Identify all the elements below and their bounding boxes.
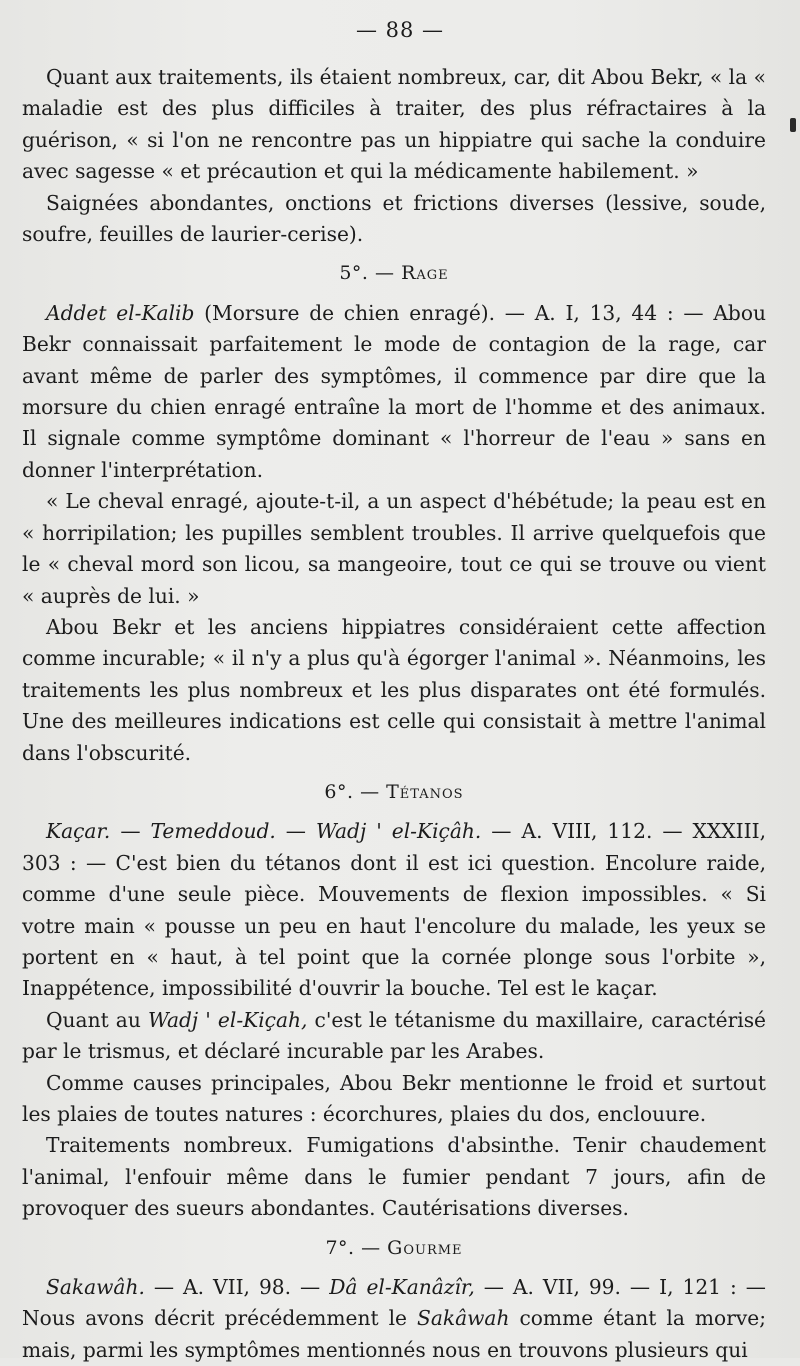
term: Temeddoud. — [150, 819, 276, 844]
section-heading-rage — [22, 258, 766, 289]
paragraph-tetanos-treatment: Traitements nombreux. Fumigations d'absinthe. Tenir chaudement l'animal, l'enfouir même dans le fumier pendant 7 jours, afin de provoquer des sueurs abondantes. Cautérisations diverses. — [22, 1133, 766, 1221]
term: Sakawâh. — [46, 1275, 145, 1300]
section-title: Gourme — [387, 1236, 463, 1259]
section-heading-gourme — [22, 1233, 766, 1264]
paragraph-rage-intro — [22, 298, 766, 486]
section-heading-tetanos — [22, 777, 766, 808]
paragraph-rage-quote: « Le cheval enragé, ajoute-t-il, a un aspect d'hébétude; la peau est en « horripilation; les pupilles semblent troubles. Il arrive quelquefois que le « cheval mord son licou, sa mangeoire, tout ce qui se trouve ou vient « auprès de lui. » — [22, 489, 766, 608]
paragraph-text: (Morsure de chien enragé). — A. I, 13, 44 : — Abou Bekr connaissait parfaitement le mode de contagion de la rage, car avant même de parler des symptômes, il commence par dire que la morsure du chien enragé entraîne la mort de l'homme et des animaux. Il signale comme symptôme dominant « l'horreur de l'eau » sans en donner l'interprétation. — [22, 300, 766, 482]
separator: — A. VII, 98. — — [144, 1275, 330, 1300]
section-title: Rage — [401, 262, 449, 285]
separator: — — [275, 819, 316, 844]
paragraph-gourme-intro — [22, 1272, 766, 1366]
separator: — — [110, 819, 151, 844]
term: Kaçar. — [46, 819, 111, 844]
section-number: 6°. — — [324, 780, 380, 803]
paragraph-treatments: Quant aux traitements, ils étaient nombreux, car, dit Abou Bekr, « la « maladie est des plus difficiles à traiter, des plus réfractaires à la guérison, « si l'on ne rencontre pas un hippiatre qui sache la conduire avec sagesse « et précaution et qui la médicamente habilement. » — [22, 65, 766, 184]
paragraph-causes: Comme causes principales, Abou Bekr mentionne le froid et surtout les plaies de toutes natures : écorchures, plaies du dos, enclouure. — [22, 1070, 766, 1126]
scan-mark — [790, 118, 796, 132]
page-number: — 88 — — [355, 18, 445, 42]
paragraph-text: comme étant la morve; mais, parmi les symptômes mentionnés nous en trouvons plusieurs qui — [22, 1306, 766, 1362]
term: Wadj ' el-Kiçah, — [147, 1007, 308, 1032]
paragraph-trismus — [22, 1005, 766, 1068]
paragraph-bleedings: Saignées abondantes, onctions et frictions diverses (lessive, soude, soufre, feuilles de laurier-cerise). — [22, 190, 766, 247]
term: Sakâwah — [417, 1306, 510, 1331]
paragraph-rage-treatment: Abou Bekr et les anciens hippiatres considéraient cette affection comme incurable; « il n'y a plus qu'à égorger l'animal ». Néanmoins, les traitements les plus nombreux et les plus disparates ont été formulés. Une des meilleures indications est celle qui consistait à mettre l'animal dans l'obscurité. — [22, 614, 766, 765]
paragraph-text: — A. VII, 99. — I, 121 : — Nous avons décrit précédemment le — [22, 1275, 766, 1331]
section-number: 5°. — — [339, 262, 395, 285]
term: Addet el-Kalib — [46, 300, 195, 325]
section-title: Tétanos — [386, 780, 464, 803]
section-number: 7°. — — [325, 1236, 381, 1259]
paragraph-tetanos-intro — [22, 816, 766, 1004]
page-body — [22, 62, 766, 1366]
paragraph-text: — A. VIII, 112. — XXXIII, 303 : — C'est bien du tétanos dont il est ici question. Encolure raide, comme d'une seule pièce. Mouvements de flexion impossibles. « Si votre main « pousse un peu en haut l'encolure du malade, les yeux se portent en « haut, à tel point que la cornée plonge sous l'orbite », Inappétence, impossibilité d'ouvrir la bouche. Tel est le kaçar. — [22, 819, 767, 1001]
paragraph-text: Quant au — [46, 1007, 148, 1032]
term: Dâ el-Kanâzîr, — [329, 1275, 475, 1300]
paragraph-text: c'est le tétanisme du maxillaire, caractérisé par le trismus, et déclaré incurable par les Arabes. — [22, 1007, 766, 1064]
term: Wadj ' el-Kiçâh. — [316, 819, 482, 844]
